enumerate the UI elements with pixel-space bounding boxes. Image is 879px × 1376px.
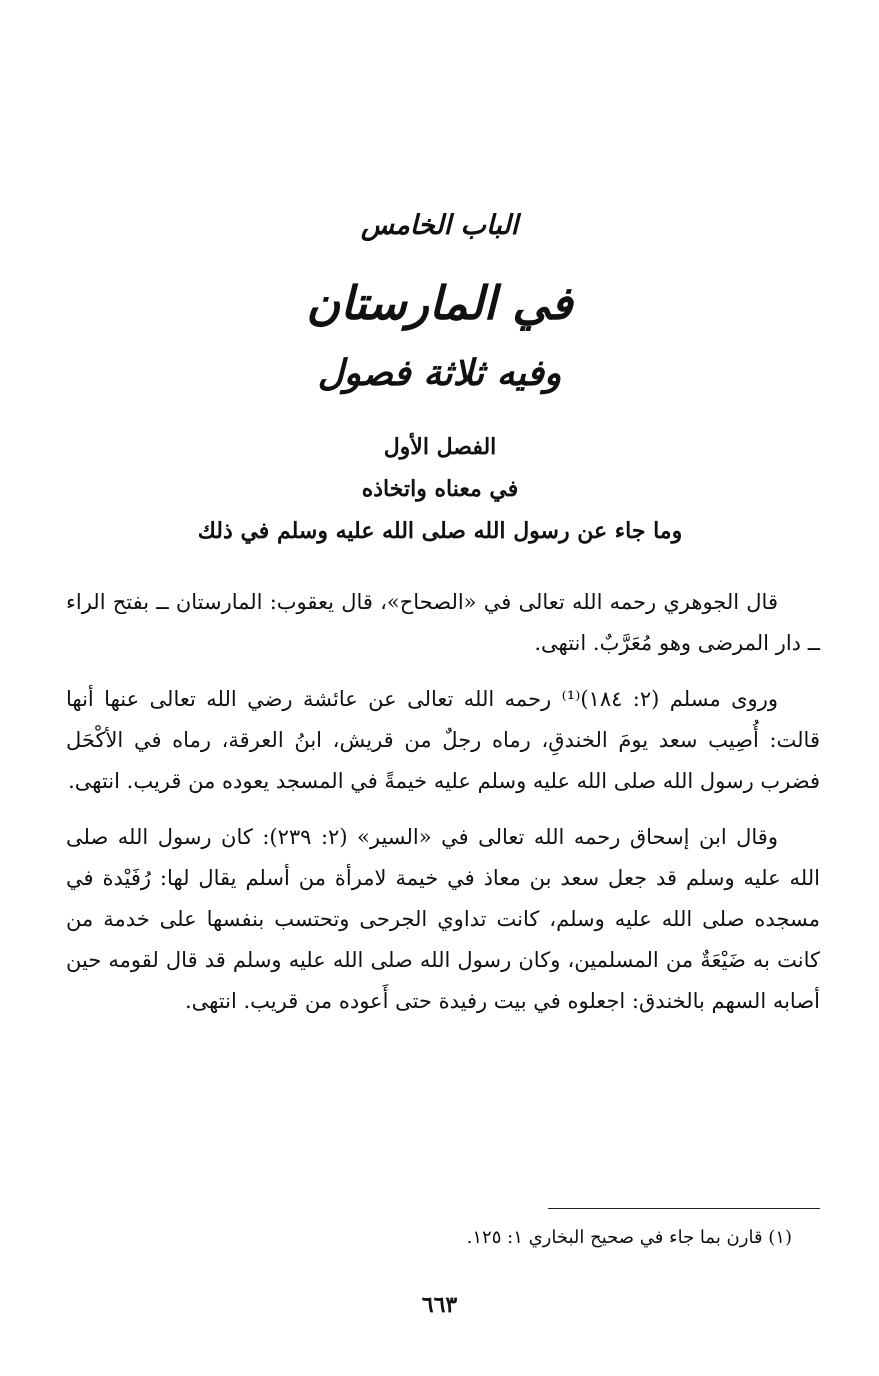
footnote: (١) قارن بما جاء في صحيح البخاري ١: ١٢٥.	[466, 1227, 792, 1248]
paragraph-2: وروى مسلم (٢: ١٨٤)⁽¹⁾ رحمه الله تعالى عن عائشة رضي الله تعالى عنها أنها قالت: أُصِيب سعد يومَ الخندقِ، رماه رجلٌ من قريش، ابنُ العرقة، رماه في الأكْحَل فضرب رسول الله صلى الله عليه وسلم عليه خيمةً في المسجد يعوده من قريب. انتهى.	[66, 687, 820, 793]
body-text	[66, 582, 820, 1037]
chapter-subtitle: وفيه ثلاثة فصول	[317, 352, 562, 394]
section-subtitle-2: وما جاء عن رسول الله صلى الله عليه وسلم في ذلك	[197, 518, 683, 544]
paragraph-3: وقال ابن إسحاق رحمه الله تعالى في «السير» (٢: ٢٣٩): كان رسول الله صلى الله عليه وسلم قد جعل سعد بن معاذ في خيمة لامرأة من أسلم يقال لها: رُفَيْدة في مسجده صلى الله عليه وسلم، كانت تداوي الجرحى وتحتسب بنفسها على خدمة من كانت به ضَيْعَةٌ من المسلمين، وكان رسول الله صلى الله عليه وسلم قد قال لقومه حين أصابه السهم بالخندق: اجعلوه في بيت رفيدة حتى أَعوده من قريب. انتهى.	[66, 825, 820, 1013]
section-subtitle-1: في معناه واتخاذه	[361, 476, 519, 502]
paragraph-1: قال الجوهري رحمه الله تعالى في «الصحاح»، قال يعقوب: المارستان ــ بفتح الراء ــ دار المرضى وهو مُعَرَّبٌ. انتهى.	[66, 590, 820, 655]
footnote-divider	[548, 1208, 820, 1209]
chapter-title: في المارستان	[306, 276, 573, 330]
page-number: ٦٦٣	[421, 1292, 458, 1318]
section-title: الفصل الأول	[383, 434, 497, 460]
section-heading	[60, 426, 820, 552]
chapter-label: الباب الخامس	[360, 210, 519, 241]
